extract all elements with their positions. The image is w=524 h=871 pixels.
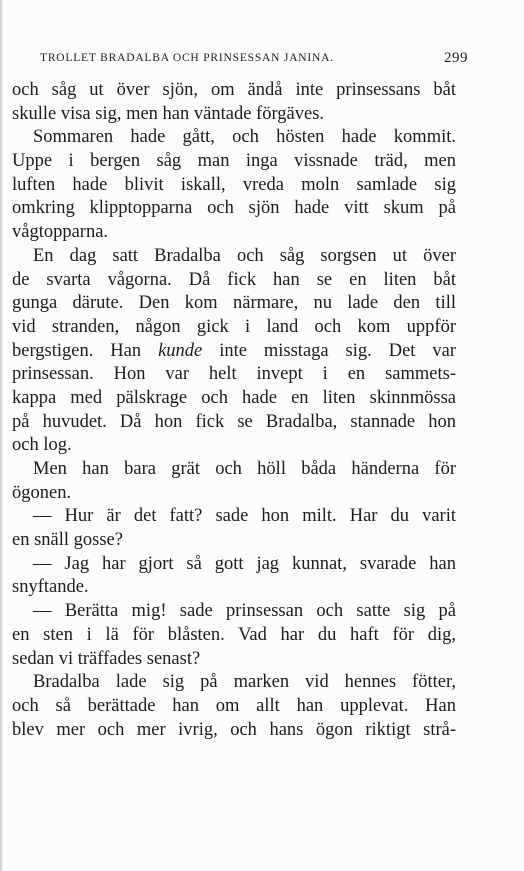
text-line: — Hur är det fatt? sade hon milt. Har du varit (33, 506, 456, 527)
text-line: och log. (12, 435, 72, 456)
text-segment: bergstigen. Han (12, 340, 159, 361)
text-line: sedan vi träffades senast? (12, 648, 201, 669)
text-line: Bradalba lade sig på marken vid hennes fötter, (33, 672, 456, 693)
text-line: gunga därute. Den kom närmare, nu lade den till (12, 293, 456, 314)
text-line: på huvudet. Då hon fick se Bradalba, stannade hon (12, 411, 456, 432)
text-line: en snäll gosse? (12, 530, 123, 551)
page-number: 299 (444, 50, 468, 66)
text-line: Sommaren hade gått, och hösten hade kommit. (33, 127, 456, 148)
text-line (12, 340, 456, 364)
text-line: En dag satt Bradalba och såg sorgsen ut över (33, 245, 456, 266)
text-line: kappa med pälskrage och hade en liten skinnmössa (12, 387, 456, 408)
text-line: — Berätta mig! sade prinsessan och satte sig på (33, 601, 456, 622)
running-header (40, 50, 468, 70)
text-line: prinsessan. Hon var helt invept i en sammets- (12, 364, 456, 385)
text-line: och såg ut över sjön, om ändå inte prinsessans båt (12, 80, 456, 100)
text-line: Men han bara grät och höll båda händerna för (33, 459, 456, 479)
text-line: omkring klipptopparna och sjön hade vitt skum på (12, 198, 456, 219)
text-line: de svarta vågorna. Då fick han se en liten båt (12, 269, 456, 290)
text-line: en sten i lä för blåsten. Vad har du haft för dig, (12, 624, 456, 645)
text-line: Uppe i bergen såg man inga vissnade träd, men (12, 151, 456, 172)
text-line: och så berättade han om allt han upplevat. Han (12, 695, 456, 716)
text-line: ögonen. (12, 482, 72, 503)
text-line: vågtopparna. (12, 222, 109, 243)
text-line: — Jag har gjort så gott jag kunnat, svarade han (33, 553, 456, 574)
italic-word: kunde (158, 340, 203, 361)
text-line: vid stranden, någon gick i land och kom uppför (12, 316, 456, 337)
text-segment: inte misstaga sig. Det var (202, 340, 456, 361)
running-title: TROLLET BRADALBA OCH PRINSESSAN JANINA. (40, 52, 334, 64)
text-line: luften hade blivit iskall, vreda moln samlade sig (12, 174, 456, 195)
body-text (12, 79, 456, 742)
text-line: snyftande. (12, 577, 89, 598)
text-line: skulle visa sig, men han väntade förgäves. (12, 103, 325, 124)
text-line: blev mer och mer ivrig, och hans ögon riktigt strå- (12, 719, 456, 740)
page-edge (0, 0, 3, 871)
